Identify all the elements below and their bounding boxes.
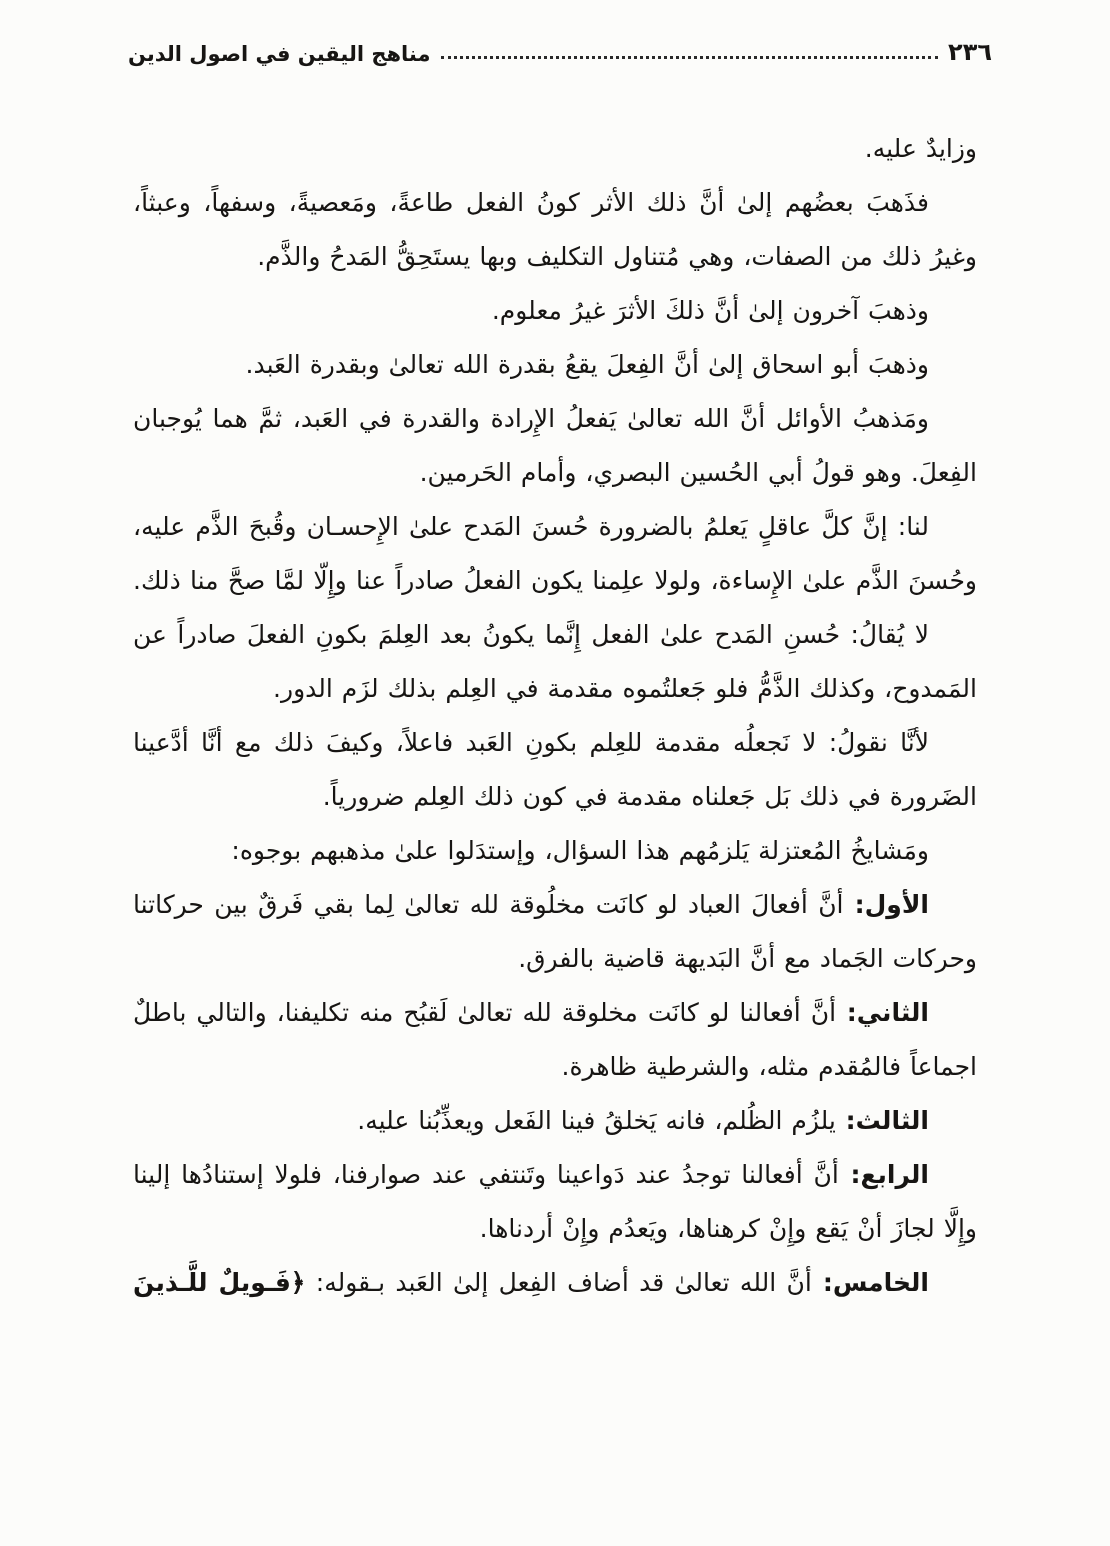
text-line [133,1256,977,1310]
text-line [133,824,977,878]
text-segment: الفِعلَ. وهو قولُ أبي الحُسين البصري، وأمام الحَرمين. [419,458,977,487]
text-segment: أنَّ الله تعالىٰ قد أضاف الفِعل إلىٰ العَبد بـقوله: [305,1268,812,1297]
text-segment: وحُسنَ الذَّم علىٰ الإِساءة، ولولا علِمنا يكون الفعلُ صادراً عنا وإِلّا لمَّا صحَّ منا ذلك. [133,566,977,595]
book-title: مناهج اليقين في اصول الدين [128,42,431,66]
text-segment-bold: ﴿فَـويلٌ للَّـذينَ [133,1268,306,1297]
text-segment: أنَّ أفعالنا لو كانَت مخلوقة لله تعالىٰ لَقبُح منه تكليفنا، والتالي باطلٌ [133,998,837,1027]
text-line [133,392,977,446]
text-line [133,176,977,230]
text-line [133,122,977,176]
text-segment-bold: الثالث: [835,1106,929,1135]
text-segment: وزايدٌ عليه. [864,134,977,163]
text-segment: وغيرُ ذلك من الصفات، وهي مُتناول التكليف وبها يستَحِقُّ المَدحُ والذَّم. [257,242,977,271]
text-line [133,338,977,392]
text-segment: فذَهبَ بعضُهم إلىٰ أنَّ ذلك الأثر كونُ الفعل طاعةً، ومَعصيةً، وسفهاً، وعبثاً، [133,188,929,217]
text-line [133,554,977,608]
text-line [133,986,977,1040]
running-header [128,38,992,66]
text-line [133,284,977,338]
text-line [133,770,977,824]
text-segment: الضَرورة في ذلك بَل جَعلناه مقدمة في كون ذلك العِلم ضرورياً. [322,782,977,811]
text-segment: وذهبَ آخرون إلىٰ أنَّ ذلكَ الأثرَ غيرُ معلوم. [491,296,929,325]
text-segment: المَمدوح، وكذلك الذَّمُّ فلو جَعلتُموه مقدمة في العِلم بذلك لزَم الدور. [273,674,977,703]
text-segment: لا يُقالُ: حُسنِ المَدح علىٰ الفعل إِنَّما يكونُ بعد العِلمَ بكونِ الفعلَ صادراً عن [133,620,929,649]
text-segment: وإِلَّا لجازَ أنْ يَقع وإِنْ كرهناها، ويَعدُم وإِنْ أردناها. [479,1214,977,1243]
text-line [133,230,977,284]
text-segment-bold: الرابع: [838,1160,929,1189]
text-segment: لنا: إنَّ كلَّ عاقلٍ يَعلمُ بالضرورة حُسنَ المَدح علىٰ الإِحسـان وقُبحَ الذَّم عليه، [133,512,929,541]
text-segment: أنَّ أفعالَ العباد لو كانَت مخلُوقة لله تعالىٰ لِما بقي فَرقٌ بين حركاتنا [133,890,844,919]
text-segment: وذهبَ أبو اسحاق إلىٰ أنَّ الفِعلَ يقعُ بقدرة الله تعالىٰ وبقدرة العَبد. [245,350,929,379]
text-line [133,716,977,770]
text-segment: أنَّ أفعالنا توجدُ عند دَواعينا وتَنتفي عند صوارفنا، فلولا إستنادُها إلينا [133,1160,839,1189]
text-segment-bold: الثاني: [836,998,929,1027]
text-line [133,932,977,986]
text-line [133,878,977,932]
text-segment-bold: الأول: [843,890,930,919]
text-segment: اجماعاً فالمُقدم مثله، والشرطية ظاهرة. [561,1052,977,1081]
text-line [133,1202,977,1256]
text-segment: يلزُم الظُلم، فانه يَخلقُ فينا الفَعل ويعذِّبُنا عليه. [357,1106,836,1135]
text-line [133,500,977,554]
dotted-leader [441,56,939,59]
text-line [133,662,977,716]
text-segment-bold: الخامس: [811,1268,929,1297]
text-line [133,608,977,662]
page-number: ٢٣٦ [948,38,992,66]
text-segment: ومَشايخُ المُعتزلة يَلزمُهم هذا السؤال، وإستدَلوا علىٰ مذهبهم بوجوه: [231,836,929,865]
text-line [133,1094,977,1148]
text-line [133,446,977,500]
text-line [133,1148,977,1202]
text-line [133,1040,977,1094]
text-segment: وحركات الجَماد مع أنَّ البَديهة قاضية بالفرق. [518,944,977,973]
text-segment: لأنَّا نقولُ: لا نَجعلُه مقدمة للعِلم بكونِ العَبد فاعلاً، وكيفَ ذلك مع أنَّا أدَّعينا [133,728,929,757]
page-body [133,122,977,1310]
text-segment: ومَذهبُ الأوائل أنَّ الله تعالىٰ يَفعلُ الإِرادة والقدرة في العَبد، ثمَّ هما يُوجبان [133,404,929,433]
